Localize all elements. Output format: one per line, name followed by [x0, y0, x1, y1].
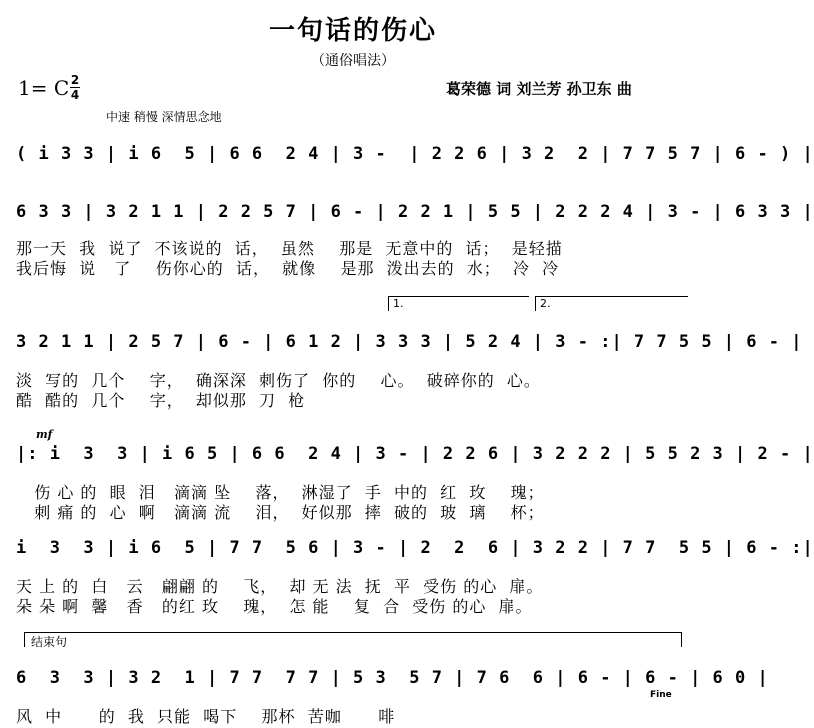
notation-line-1: ( i 3 3 | i 6 5 | 6 6 2 4 | 3 - | 2 2 6 | 3 2 2 | 7 7 5 7 | 6 - ) | [16, 144, 814, 164]
volta-1: 1. [388, 296, 529, 311]
ending-box [24, 632, 682, 647]
lyric-line-5-1: 天 上 的 白 云 翩翩 的 飞， 却 无 法 抚 平 受伤 的心 扉。 [16, 577, 544, 596]
notation-line-4: |: i 3 3 | i 6 5 | 6 6 2 4 | 3 - | 2 2 6 | 3 2 2 2 | 5 5 2 3 | 2 - | [16, 444, 814, 464]
volta-2: 2. [535, 296, 688, 311]
notation-line-5: i 3 3 | i 6 5 | 7 7 5 6 | 3 - | 2 2 6 | 3 2 2 | 7 7 5 5 | 6 - :| [16, 538, 814, 558]
ending-label: 结束句 [31, 635, 68, 649]
lyric-line-5-2: 朵 朵 啊 馨 香 的红 玫 瑰， 怎 能 复 合 受伤 的心 扉。 [16, 597, 533, 616]
lyric-line-3-1: 淡 写的 几个 字， 确深深 刺伤了 你的 心。 破碎你的 心。 [16, 371, 541, 390]
lyric-line-6-1: 风 中 的 我 只能 喝下 那杯 苦咖 啡 [16, 707, 396, 726]
page-title: 一句话的伤心 [268, 16, 437, 46]
subtitle: （通俗唱法） [311, 53, 395, 69]
lyric-line-2-1: 那一天 我 说了 不该说的 话， 虽然 那是 无意中的 话； 是轻描 [16, 239, 563, 258]
time-signature [70, 74, 80, 101]
lyric-line-4-2: 刺 痛 的 心 啊 滴滴 流 泪， 好似那 摔 破的 玻 璃 杯； [16, 503, 545, 522]
credits: 葛荣德 词 刘兰芳 孙卫东 曲 [446, 80, 632, 98]
lyric-line-4-1: 伤 心 的 眼 泪 滴滴 坠 落， 淋湿了 手 中的 红 玫 瑰； [16, 483, 545, 502]
fine-marking: Fine [650, 690, 672, 700]
lyric-line-3-2: 酷 酷的 几个 字， 却似那 刀 枪 [16, 391, 306, 410]
notation-line-6: 6 3 3 | 3 2 1 | 7 7 7 7 | 5 3 5 7 | 7 6 6 | 6 - | 6 - | 6 0 | [16, 668, 769, 688]
key-signature: 1= C [18, 76, 70, 100]
lyric-line-2-2: 我后悔 说 了 伤你心的 话， 就像 是那 泼出去的 水； 冷 冷 [16, 259, 560, 278]
time-signature-top: 2 [70, 73, 80, 87]
notation-line-3: 3 2 1 1 | 2 5 7 | 6 - | 6 1 2 | 3 3 3 | 5 2 4 | 3 - :| 7 7 5 5 | 6 - | [16, 332, 803, 352]
tempo-marking: 中速 稍慢 深情思念地 [106, 110, 222, 124]
notation-line-2: 6 3 3 | 3 2 1 1 | 2 2 5 7 | 6 - | 2 2 1 | 5 5 | 2 2 2 4 | 3 - | 6 3 3 | [16, 202, 814, 222]
time-signature-bottom: 4 [70, 88, 80, 102]
dynamic-mf: mf [36, 428, 53, 441]
